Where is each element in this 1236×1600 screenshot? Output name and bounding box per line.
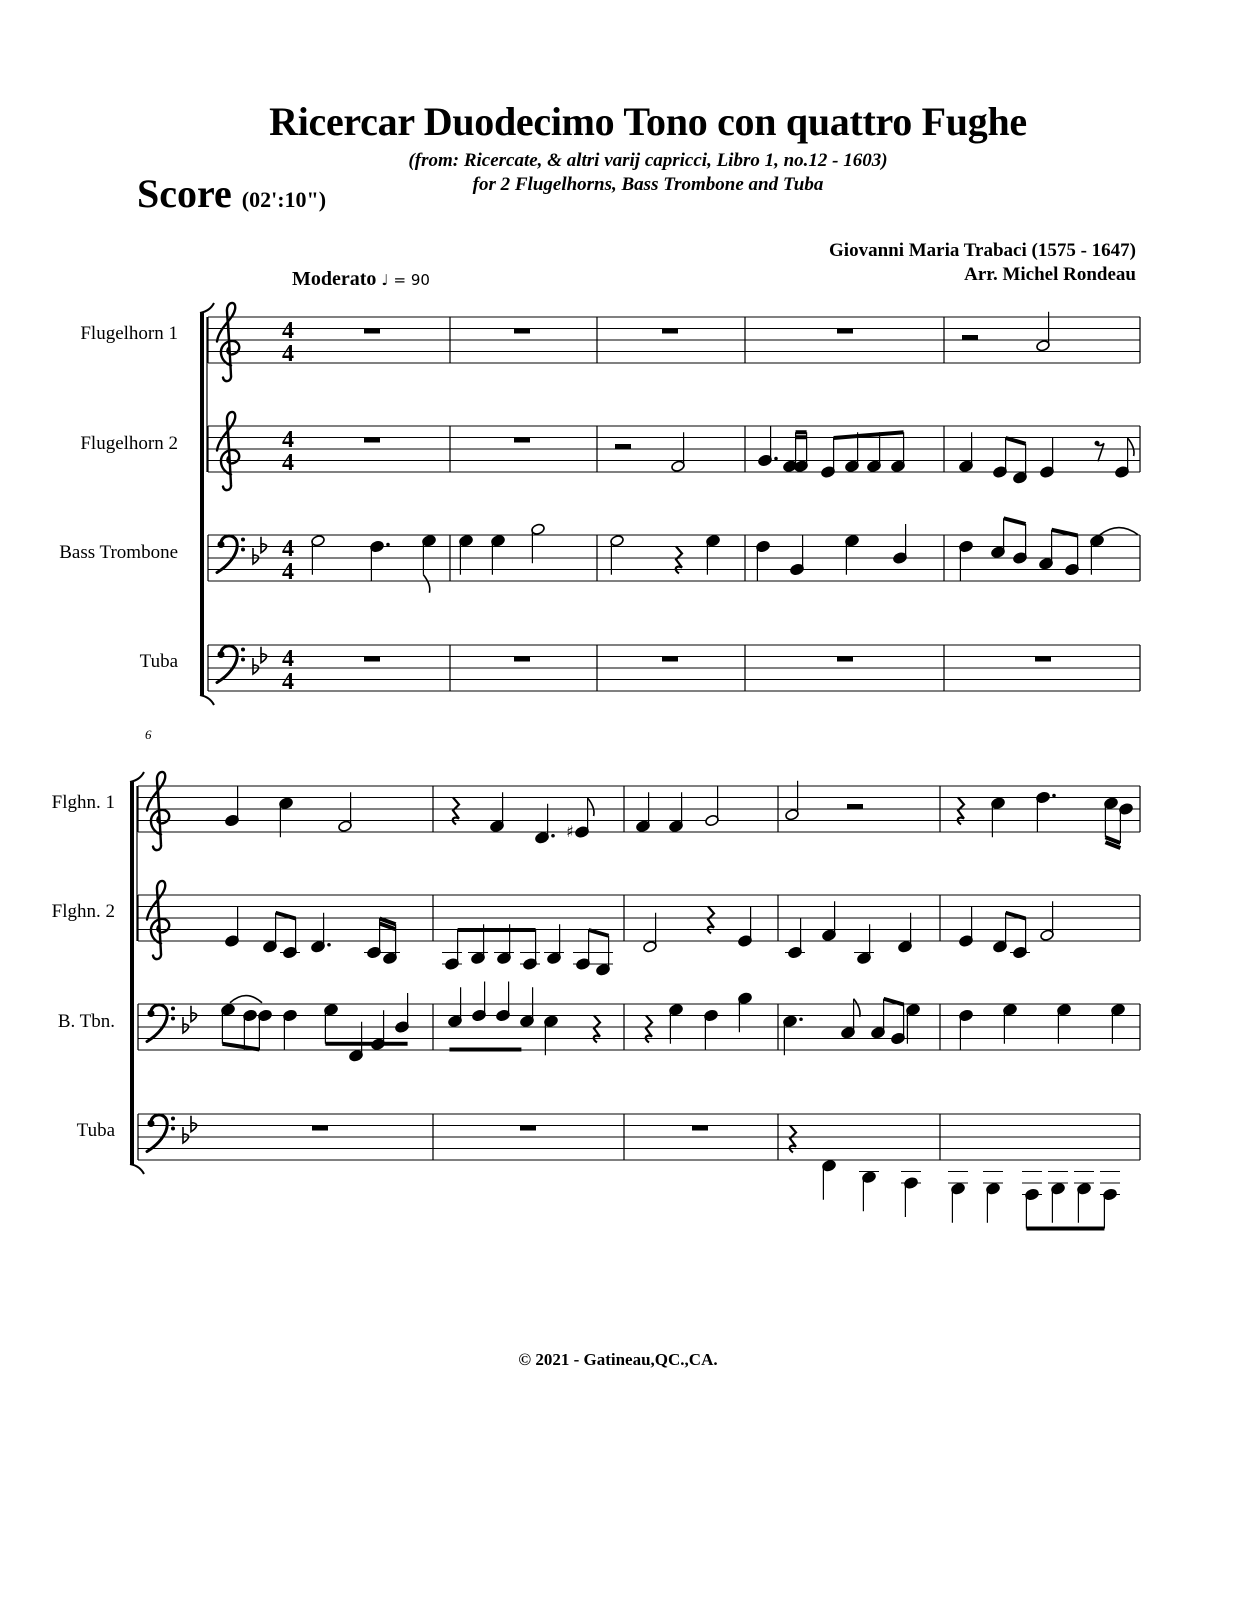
sharp-icon: ♯ [566, 822, 574, 841]
augmentation-dot [327, 943, 331, 947]
whole-rest [837, 329, 853, 334]
flat-icon [191, 1006, 197, 1022]
score-duration: (02':10") [241, 187, 327, 212]
instrument-name-bass-trombone: Bass Trombone [59, 542, 178, 563]
time-signature-bottom: 4 [282, 450, 294, 476]
augmentation-dot [1052, 794, 1056, 798]
whole-rest [662, 329, 678, 334]
note-flag [854, 999, 860, 1017]
instrument-abbrev-bass-trombone: B. Tbn. [57, 1011, 115, 1032]
instrument-abbrev-flugelhorn-1: Flghn. 1 [51, 792, 115, 813]
flat-icon [183, 1017, 189, 1033]
bracket-hook-bottom [130, 1164, 144, 1174]
half-rest [615, 444, 631, 449]
whole-rest [837, 657, 853, 662]
whole-rest [514, 657, 530, 662]
instrument-name-flugelhorn-2: Flugelhorn 2 [80, 433, 178, 454]
score-word: Score [137, 171, 232, 216]
time-signature-bottom: 4 [282, 341, 294, 367]
augmentation-dot [386, 543, 390, 547]
time-signature-top: 4 [282, 427, 294, 453]
flat-icon [183, 1127, 189, 1143]
flat-icon [253, 548, 259, 564]
whole-rest [514, 438, 530, 443]
whole-rest [364, 438, 380, 443]
flat-icon [253, 658, 259, 674]
composer-credit: Giovanni Maria Trabaci (1575 - 1647) [829, 240, 1136, 261]
beam [222, 1044, 259, 1050]
beam [1004, 518, 1026, 524]
tempo-text: Moderato [292, 268, 377, 290]
augmentation-dot [799, 1017, 803, 1021]
note-flag [1128, 438, 1134, 456]
measure-number: 6 [145, 727, 152, 742]
whole-rest [662, 657, 678, 662]
whole-rest [692, 1126, 708, 1131]
whole-rest [312, 1126, 328, 1131]
half-rest [847, 804, 863, 809]
whole-rest [1035, 657, 1051, 662]
augmentation-dot [774, 457, 778, 461]
treble-clef-icon [217, 412, 239, 490]
instrument-abbrev-tuba: Tuba [76, 1120, 115, 1141]
time-signature-bottom: 4 [282, 559, 294, 585]
beam [1006, 438, 1026, 444]
tie [230, 996, 262, 1003]
score-title: Ricercar Duodecimo Tono con quattro Fughe [269, 99, 1027, 144]
note-flag [423, 575, 429, 593]
note-flag [588, 798, 594, 816]
bracket-hook-top [200, 303, 214, 313]
bracket-hook-bottom [200, 695, 214, 705]
eighth-rest [1097, 443, 1104, 461]
flat-icon [191, 1116, 197, 1132]
quarter-note-icon: ♩ [381, 271, 389, 289]
augmentation-dot [551, 834, 555, 838]
beam [589, 930, 609, 936]
score-subtitle-scoring: for 2 Flugelhorns, Bass Trombone and Tuba [472, 174, 824, 195]
copyright-footer: © 2021 - Gatineau,QC.,CA. [518, 1350, 718, 1369]
whole-rest [514, 329, 530, 334]
tempo-value: = 90 [393, 271, 430, 289]
time-signature-top: 4 [282, 646, 294, 672]
instrument-name-tuba: Tuba [139, 651, 178, 672]
treble-clef-icon [147, 772, 169, 850]
half-rest [962, 335, 978, 340]
bracket-hook-top [130, 772, 144, 782]
arranger-credit: Arr. Michel Rondeau [964, 264, 1136, 285]
bass-clef-icon [147, 1005, 175, 1042]
flat-icon [261, 537, 267, 553]
time-signature-top: 4 [282, 318, 294, 344]
instrument-name-flugelhorn-1: Flugelhorn 1 [80, 323, 178, 344]
instrument-abbrev-flugelhorn-2: Flghn. 2 [51, 901, 115, 922]
bass-clef-icon [217, 536, 245, 573]
time-signature-bottom: 4 [282, 669, 294, 695]
bass-clef-icon [217, 646, 245, 683]
time-signature-top: 4 [282, 536, 294, 562]
treble-clef-icon [147, 881, 169, 959]
whole-rest [364, 329, 380, 334]
tie [1100, 528, 1138, 535]
score-subtitle-source: (from: Ricercate, & altri varij capricci, Libro 1, no.12 - 1603) [408, 150, 888, 171]
whole-rest [364, 657, 380, 662]
whole-rest [520, 1126, 536, 1131]
treble-clef-icon [217, 303, 239, 381]
flat-icon [261, 647, 267, 663]
bass-clef-icon [147, 1115, 175, 1152]
